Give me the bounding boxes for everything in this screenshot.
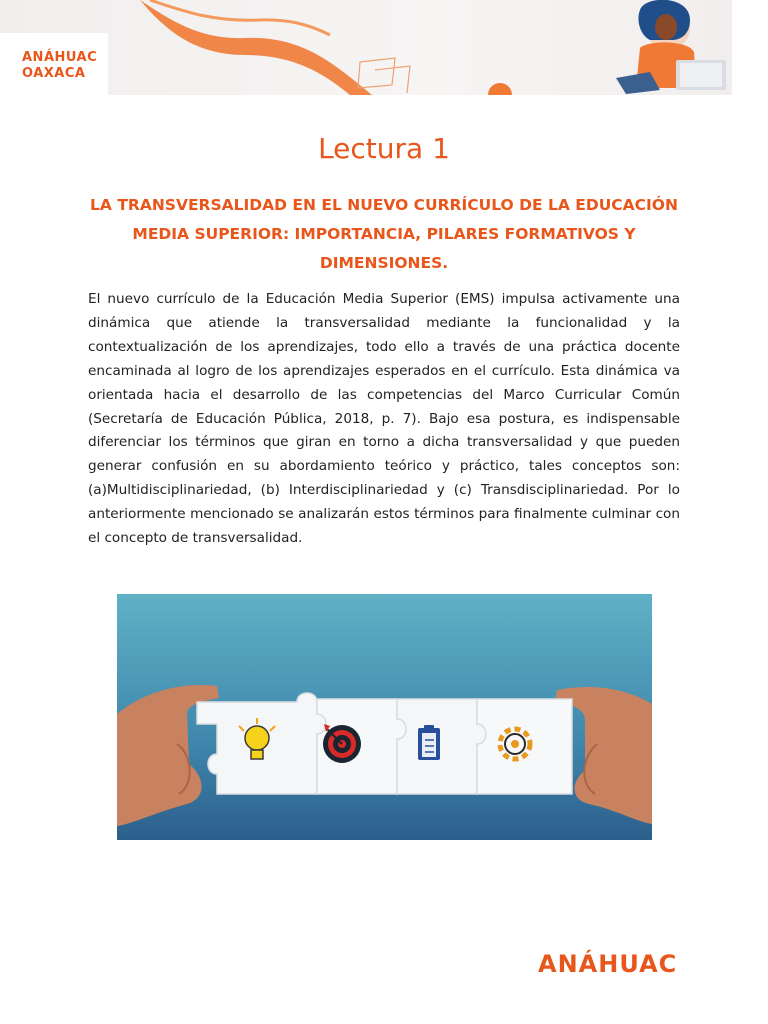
- banner-decoration: [0, 0, 732, 95]
- puzzle-figure: [117, 594, 652, 840]
- brand-logo-line1: ANÁHUAC: [22, 50, 98, 65]
- footer-brand-logo: ANÁHUAC: [538, 950, 678, 978]
- brand-logo-line2: OAXACA: [22, 66, 86, 81]
- document-heading: LA TRANSVERSALIDAD EN EL NUEVO CURRÍCULO DE LA EDUCACIÓN MEDIA SUPERIOR: IMPORTANCIA, PILARES FORMATIVOS Y DIMENSIONES.: [90, 196, 678, 272]
- clipboard-icon: [418, 725, 440, 760]
- body-paragraph: El nuevo currículo de la Educación Media Superior (EMS) impulsa activamente una dinámica que atiende la transversalidad mediante la funcionalidad y la contextualización de los aprendizajes, todo ello a través de una práctica docente encaminada al logro de los aprendizajes esperados en el currículo. Esta dinámica va orientada hacia el desarrollo de las competencias del Marco Curricular Común (Secretaría de Educación Pública, 2018, p. 7). Bajo esa postura, es indispensable diferenciar los términos que giran en torno a dicha transversalidad y que pueden generar confusión en su abordamiento teórico y práctico, tales conceptos son: (a)Multidisciplinariedad, (b) Interdisciplinariedad y (c) Transdisciplinariedad. Por lo anteriormente mencionado se analizarán estos términos para finalmente culminar con el concepto de transversalidad.: [88, 291, 680, 547]
- lecture-title: Lectura 1: [318, 132, 450, 165]
- header-banner: [0, 0, 732, 95]
